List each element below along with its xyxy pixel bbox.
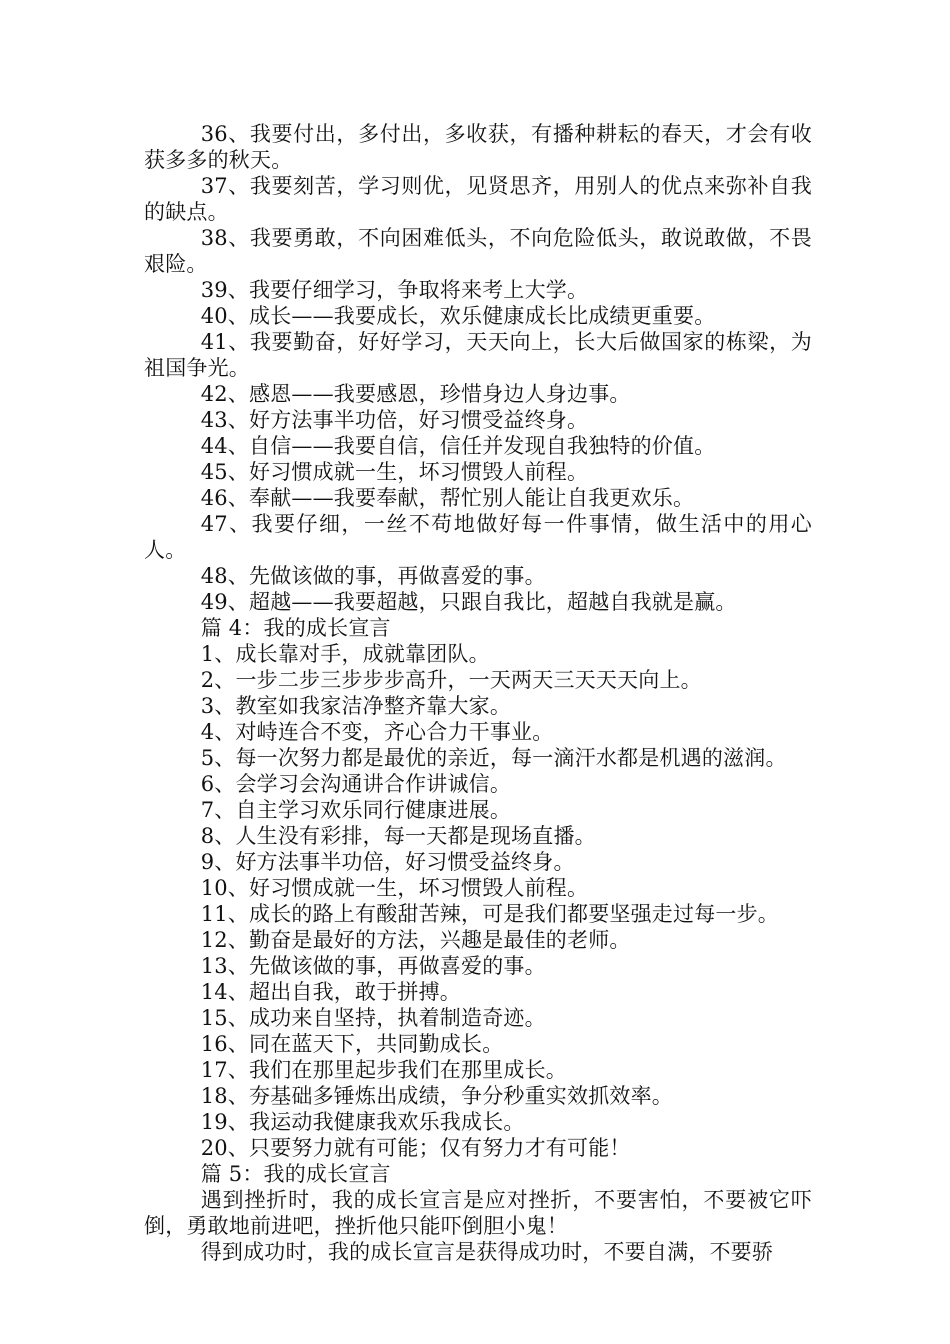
paragraph: 45、好习惯成就一生，坏习惯毁人前程。 xyxy=(200,460,589,484)
paragraph: 41、我要勤奋，好好学习，天天向上，长大后做国家的栋梁，为祖国争光。 xyxy=(144,330,812,380)
paragraph: 14、超出自我，敢于拼搏。 xyxy=(200,980,462,1004)
paragraph: 2、一步二步三步步步高升，一天两天三天天天向上。 xyxy=(200,668,702,692)
paragraph: 46、奉献——我要奉献，帮忙别人能让自我更欢乐。 xyxy=(200,486,695,510)
paragraph: 18、夯基础多锤炼出成绩，争分秒重实效抓效率。 xyxy=(200,1084,674,1108)
section-heading: 篇 5：我的成长宣言 xyxy=(200,1162,391,1186)
paragraph: 4、对峙连合不变，齐心合力干事业。 xyxy=(200,720,554,744)
paragraph: 40、成长——我要成长，欢乐健康成长比成绩更重要。 xyxy=(200,304,716,328)
paragraph: 1、成长靠对手，成就靠团队。 xyxy=(200,642,490,666)
paragraph: 37、我要刻苦，学习则优，见贤思齐，用别人的优点来弥补自我的缺点。 xyxy=(144,174,812,224)
paragraph: 15、成功来自坚持，执着制造奇迹。 xyxy=(200,1006,546,1030)
paragraph: 49、超越——我要超越，只跟自我比，超越自我就是赢。 xyxy=(200,590,737,614)
paragraph: 7、自主学习欢乐同行健康进展。 xyxy=(200,798,512,822)
paragraph: 20、只要努力就有可能；仅有努力才有可能！ xyxy=(200,1136,631,1160)
paragraph: 11、成长的路上有酸甜苦辣，可是我们都要坚强走过每一步。 xyxy=(200,902,780,926)
paragraph: 43、好方法事半功倍，好习惯受益终身。 xyxy=(200,408,589,432)
paragraph: 17、我们在那里起步我们在那里成长。 xyxy=(200,1058,568,1082)
document-body xyxy=(144,121,812,1265)
paragraph: 6、会学习会沟通讲合作讲诚信。 xyxy=(200,772,512,796)
paragraph: 得到成功时，我的成长宣言是获得成功时，不要自满，不要骄 xyxy=(200,1240,774,1264)
paragraph: 遇到挫折时，我的成长宣言是应对挫折，不要害怕，不要被它吓倒，勇敢地前进吧，挫折他只能吓倒胆小鬼！ xyxy=(144,1188,812,1238)
paragraph: 13、先做该做的事，再做喜爱的事。 xyxy=(200,954,546,978)
paragraph: 5、每一次努力都是最优的亲近，每一滴汗水都是机遇的滋润。 xyxy=(200,746,787,770)
paragraph: 12、勤奋是最好的方法，兴趣是最佳的老师。 xyxy=(200,928,631,952)
section-heading: 篇 4：我的成长宣言 xyxy=(200,616,391,640)
paragraph: 36、我要付出，多付出，多收获，有播种耕耘的春天，才会有收获多多的秋天。 xyxy=(144,122,812,172)
paragraph: 16、同在蓝天下，共同勤成长。 xyxy=(200,1032,504,1056)
paragraph: 8、人生没有彩排，每一天都是现场直播。 xyxy=(200,824,596,848)
paragraph: 38、我要勇敢，不向困难低头，不向危险低头，敢说敢做，不畏艰险。 xyxy=(144,226,812,276)
paragraph: 39、我要仔细学习，争取将来考上大学。 xyxy=(200,278,589,302)
paragraph: 42、感恩——我要感恩，珍惜身边人身边事。 xyxy=(200,382,631,406)
paragraph: 48、先做该做的事，再做喜爱的事。 xyxy=(200,564,546,588)
paragraph: 10、好习惯成就一生，坏习惯毁人前程。 xyxy=(200,876,589,900)
paragraph: 9、好方法事半功倍，好习惯受益终身。 xyxy=(200,850,575,874)
paragraph: 19、我运动我健康我欢乐我成长。 xyxy=(200,1110,525,1134)
paragraph: 3、教室如我家洁净整齐靠大家。 xyxy=(200,694,512,718)
paragraph: 44、自信——我要自信，信任并发现自我独特的价值。 xyxy=(200,434,716,458)
paragraph: 47、我要仔细，一丝不苟地做好每一件事情，做生活中的用心人。 xyxy=(144,512,812,562)
